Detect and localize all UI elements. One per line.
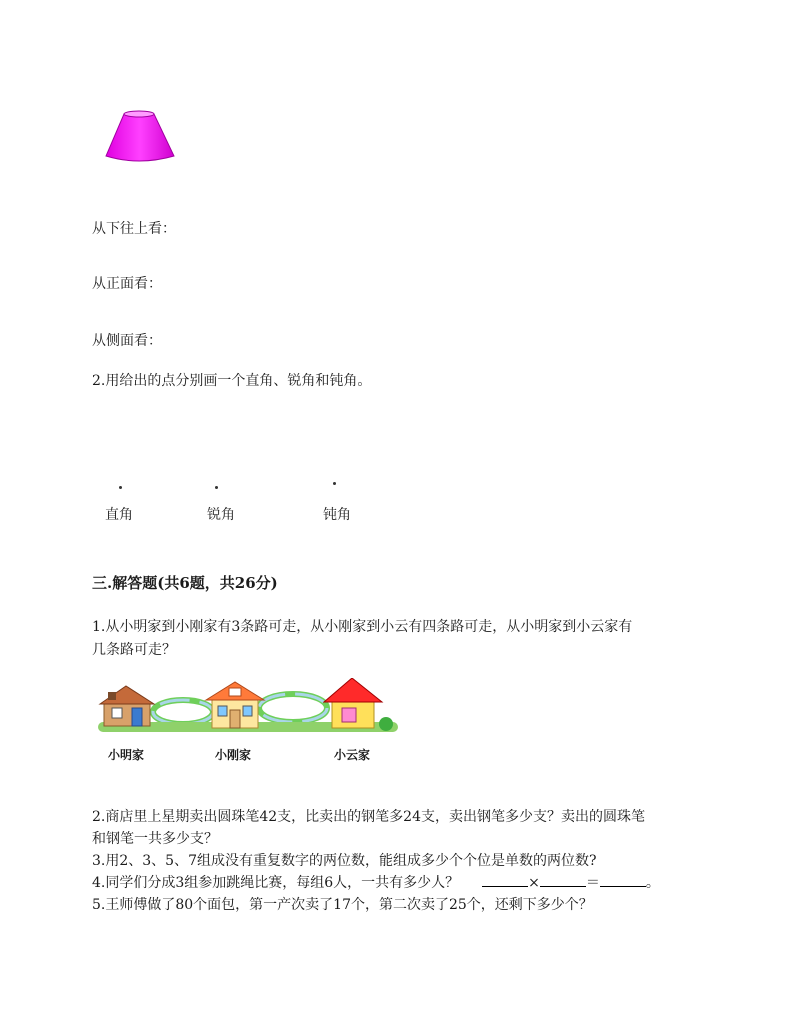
angle-label-right: 直角 xyxy=(105,507,133,523)
angle-label-acute: 锐角 xyxy=(207,507,235,523)
q4-blank-1[interactable] xyxy=(482,874,528,887)
houses-drawing xyxy=(98,678,398,738)
q2-line1: 2.商店里上星期卖出圆珠笔42支，比卖出的钢笔多24支，卖出钢笔多少支？卖出的圆珠笔 xyxy=(92,809,645,825)
frustum-shape xyxy=(104,108,176,166)
houses-illustration xyxy=(98,678,398,764)
q1-line1: 1.从小明家到小刚家有3条路可走，从小刚家到小云有四条路可走，从小明家到小云家有 xyxy=(92,619,633,635)
q4-blank-2[interactable] xyxy=(540,874,586,887)
view-side-label: 从侧面看： xyxy=(92,333,162,349)
q4-blank-3[interactable] xyxy=(600,874,646,887)
point-obtuse-angle xyxy=(333,482,336,485)
house-label-xiaogang: 小刚家 xyxy=(215,748,252,762)
point-right-angle xyxy=(119,486,122,489)
q3-text: 3.用2、3、5、7组成没有重复数字的两位数，能组成多少个个位是单数的两位数? xyxy=(92,853,597,869)
q4-times: × xyxy=(528,875,540,891)
q4-equals: ＝ xyxy=(585,875,600,891)
q4-text: 4.同学们分成3组参加跳绳比赛，每组6人，一共有多少人？ xyxy=(92,875,460,891)
q2-line2: 和钢笔一共多少支？ xyxy=(92,831,218,847)
house-label-xiaoyun: 小云家 xyxy=(334,748,371,762)
question-draw-angles: 2.用给出的点分别画一个直角、锐角和钝角。 xyxy=(92,373,372,389)
point-acute-angle xyxy=(215,486,218,489)
q5-text: 5.王师傅做了80个面包，第一产次卖了17个，第二次卖了25个，还剩下多少个？ xyxy=(92,897,593,913)
house-label-xiaoming: 小明家 xyxy=(108,748,145,762)
q1-line2: 几条路可走？ xyxy=(92,642,176,658)
q4-line xyxy=(92,872,660,892)
view-bottom-label: 从下往上看： xyxy=(92,221,176,237)
view-front-label: 从正面看： xyxy=(92,276,162,292)
section-title: 三.解答题(共6题，共26分) xyxy=(92,574,278,592)
q4-end: 。 xyxy=(645,875,660,891)
angle-label-obtuse: 钝角 xyxy=(323,507,351,523)
